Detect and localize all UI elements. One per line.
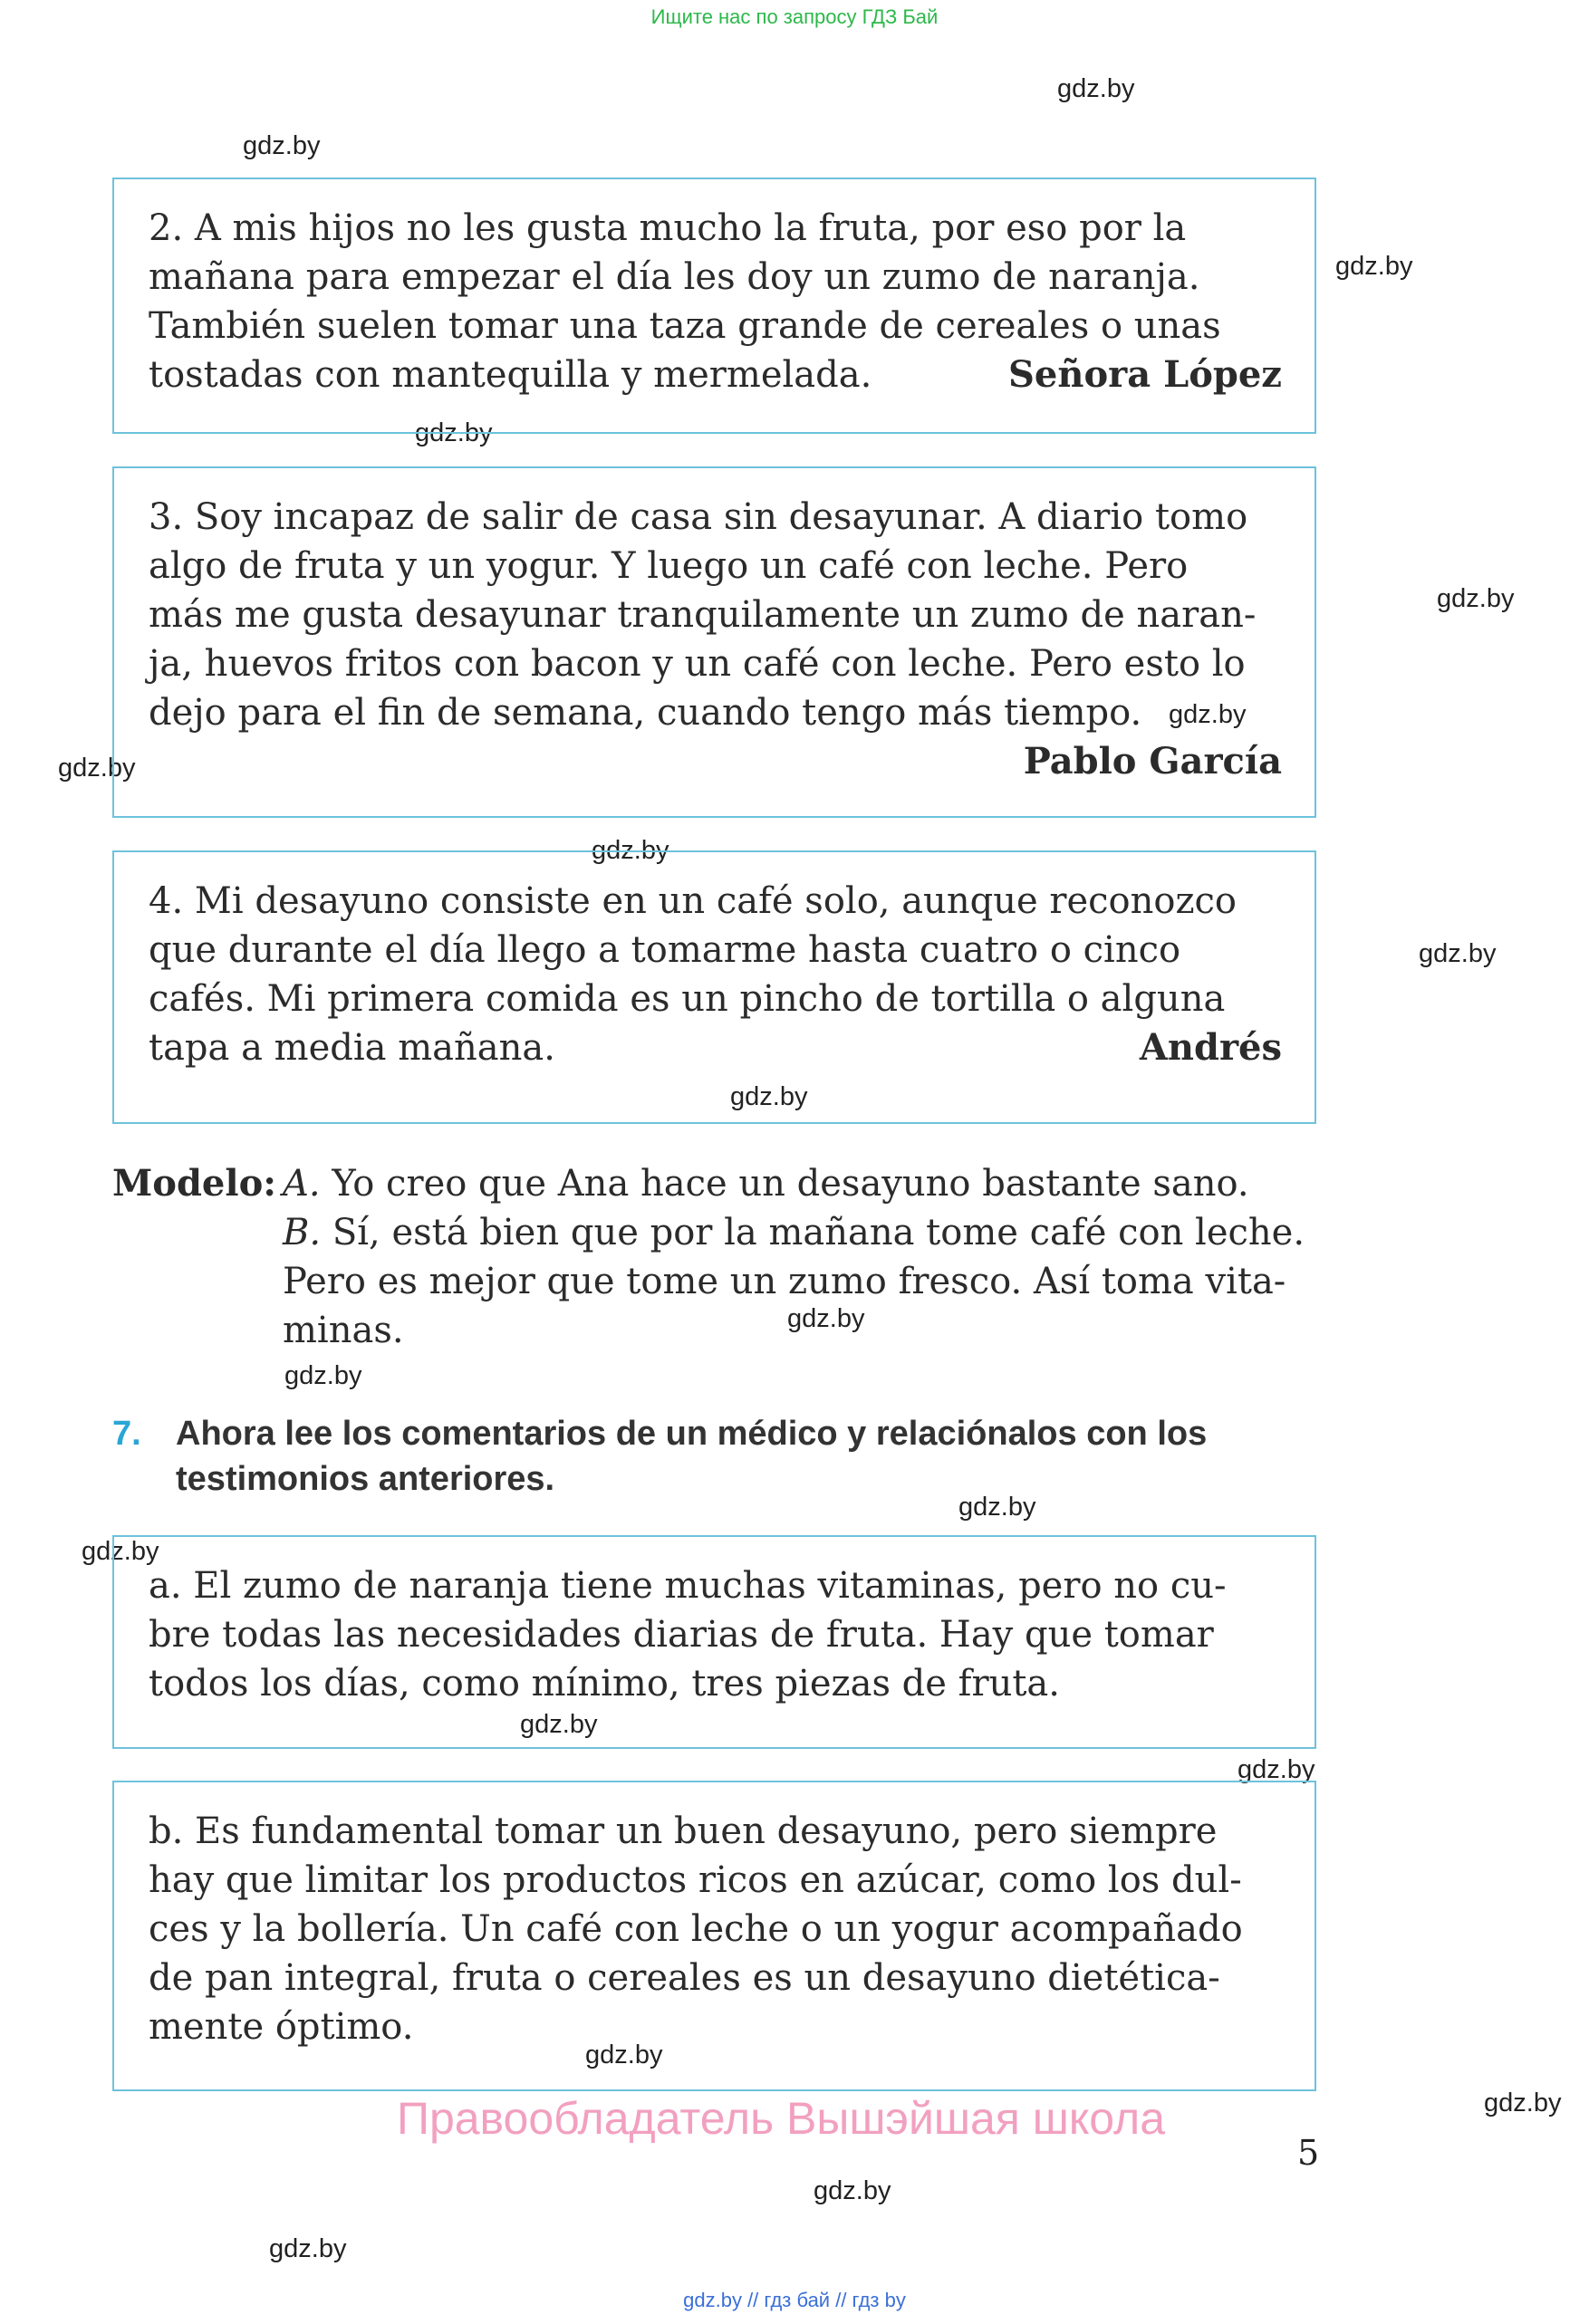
watermark: gdz.by xyxy=(520,1710,598,1739)
modelo-label: Modelo: xyxy=(112,1162,277,1205)
instruction-line: Ahora lee los comentarios de un médico y relaciónalos con los xyxy=(176,1415,1208,1453)
signature: Pablo García xyxy=(1023,740,1282,783)
top-banner[interactable]: Ищите нас по запросу ГДЗ Бай xyxy=(650,5,939,28)
watermark: gdz.by xyxy=(787,1304,865,1333)
comment-line: hay que limitar los productos ricos en azúcar, como los dul- xyxy=(149,1859,1242,1901)
signature: Andrés xyxy=(1139,1026,1282,1069)
watermark: gdz.by xyxy=(269,2234,347,2263)
speaker-a: A. xyxy=(283,1163,321,1205)
comment-line: b. Es fundamental tomar un buen desayuno, pero siempre xyxy=(149,1810,1218,1852)
signature: Señora López xyxy=(1008,353,1282,396)
modelo-text: Sí, está bien que por la mañana tome café con leche. xyxy=(321,1212,1305,1253)
bottom-links[interactable]: gdz.by // гдз бай // гдз by xyxy=(683,2289,906,2311)
testimony-box-2 xyxy=(112,178,1316,434)
watermark: gdz.by xyxy=(1237,1755,1315,1784)
watermark: gdz.by xyxy=(958,1493,1036,1522)
instruction-line: testimonios anteriores. xyxy=(176,1460,555,1498)
testimony-line: 2. A mis hijos no les gusta mucho la fruta, por eso por la xyxy=(149,207,1187,249)
testimony-line: 4. Mi desayuno consiste en un café solo, aunque reconozco xyxy=(149,880,1237,922)
testimony-line: mañana para empezar el día les doy un zumo de naranja. xyxy=(149,256,1200,298)
watermark: gdz.by xyxy=(814,2176,891,2205)
comment-box-b xyxy=(112,1781,1316,2091)
modelo-block xyxy=(112,1159,1322,1355)
testimony-box-4 xyxy=(112,850,1316,1124)
watermark: gdz.by xyxy=(1437,584,1515,613)
modelo-line-b xyxy=(283,1208,1305,1257)
speaker-b: B. xyxy=(283,1212,322,1253)
watermark: gdz.by xyxy=(585,2041,663,2070)
watermark: gdz.by xyxy=(58,754,136,783)
modelo-line: Pero es mejor que tome un zumo fresco. Así toma vita- xyxy=(283,1261,1286,1302)
testimony-line: También suelen tomar una taza grande de cereales o unas xyxy=(149,305,1221,347)
exercise-number: 7. xyxy=(112,1415,141,1453)
testimony-line: que durante el día llego a tomarme hasta cuatro o cinco xyxy=(149,929,1181,971)
testimony-line: dejo para el fin de semana, cuando tengo más tiempo. xyxy=(149,692,1142,734)
watermark: gdz.by xyxy=(415,418,493,447)
testimony-box-3 xyxy=(112,466,1316,818)
testimony-line: tapa a media mañana. xyxy=(149,1027,555,1069)
comment-line: todos los días, como mínimo, tres piezas de fruta. xyxy=(149,1663,1060,1705)
comment-box-a xyxy=(112,1535,1316,1749)
comment-line: mente óptimo. xyxy=(149,2006,414,2048)
comment-line: ces y la bollería. Un café con leche o un yogur acompañado xyxy=(149,1908,1243,1950)
comment-line: de pan integral, fruta o cereales es un desayuno dietética- xyxy=(149,1957,1220,1999)
comment-line: bre todas las necesidades diarias de fruta. Hay que tomar xyxy=(149,1614,1214,1656)
watermark: gdz.by xyxy=(82,1537,159,1566)
testimony-line: cafés. Mi primera comida es un pincho de tortilla o alguna xyxy=(149,978,1226,1020)
testimony-line: tostadas con mantequilla y mermelada. xyxy=(149,354,872,396)
page-number: 5 xyxy=(1297,2133,1320,2173)
copyright-owner: Правообладатель Вышэйшая школа xyxy=(397,2093,1165,2144)
exercise-7 xyxy=(112,1411,1326,1502)
watermark: gdz.by xyxy=(730,1082,808,1111)
modelo-line-a xyxy=(283,1159,1249,1208)
watermark: gdz.by xyxy=(1419,939,1497,968)
watermark: gdz.by xyxy=(1484,2089,1562,2118)
testimony-line: más me gusta desayunar tranquilamente un zumo de naran- xyxy=(149,594,1257,636)
comment-line: a. El zumo de naranja tiene muchas vitaminas, pero no cu- xyxy=(149,1565,1227,1607)
modelo-line: minas. xyxy=(283,1310,404,1351)
testimony-line: algo de fruta y un yogur. Y luego un café con leche. Pero xyxy=(149,545,1189,587)
watermark: gdz.by xyxy=(243,131,321,160)
exercise-instruction xyxy=(176,1411,1326,1502)
watermark: gdz.by xyxy=(1057,74,1135,103)
testimony-line: ja, huevos fritos con bacon y un café con leche. Pero esto lo xyxy=(149,643,1246,685)
watermark: gdz.by xyxy=(284,1361,362,1390)
modelo-text: Yo creo que Ana hace un desayuno bastante sano. xyxy=(320,1163,1249,1205)
testimony-line: 3. Soy incapaz de salir de casa sin desayunar. A diario tomo xyxy=(149,496,1248,538)
watermark: gdz.by xyxy=(592,836,669,865)
watermark: gdz.by xyxy=(1335,252,1413,281)
watermark: gdz.by xyxy=(1169,700,1247,729)
